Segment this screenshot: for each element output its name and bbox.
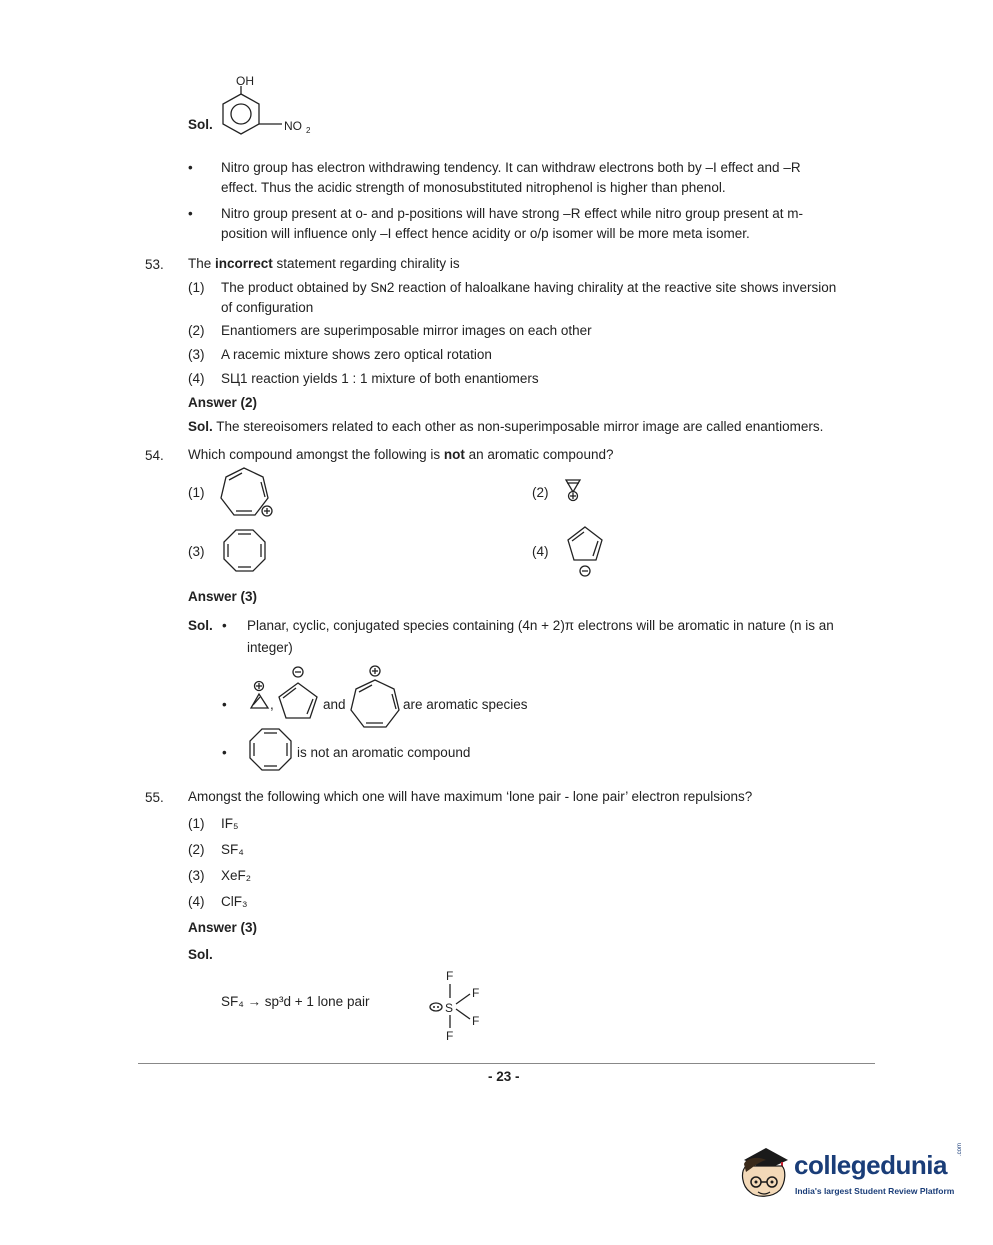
atom-label: F <box>446 1029 454 1043</box>
no2-subscript: 2 <box>306 126 311 135</box>
option-text: Enantiomers are superimposable mirror images on each other <box>221 323 592 338</box>
option-number: (4) <box>188 371 205 386</box>
option-number: (1) <box>188 816 205 831</box>
sol-bullet1-line2: effect. Thus the acidic strength of monosubstituted nitrophenol is higher than phenol. <box>221 180 726 195</box>
question-text: Amongst the following which one will have maximum ‘lone pair - lone pair’ electron repulsions? <box>188 789 753 804</box>
sol-label: Sol. <box>188 947 213 962</box>
not-aromatic-label: is not an aromatic compound <box>297 745 471 760</box>
comma: , <box>270 697 274 712</box>
solution: Sol. The stereoisomers related to each other as non-superimposable mirror image are called enantiomers. <box>188 419 824 434</box>
solution-text: Planar, cyclic, conjugated species containing (4n + 2)π electrons will be aromatic in nature (n is an <box>247 618 834 633</box>
footer-divider <box>138 1063 875 1064</box>
sol-bullet1-line1: Nitro group has electron withdrawing tendency. It can withdraw electrons both by –I effect and –R <box>221 160 801 175</box>
answer-label: Answer (3) <box>188 589 258 604</box>
option-text: The product obtained by Sɴ2 reaction of haloalkane having chirality at the reactive site shows inversion <box>221 280 837 295</box>
question-number: 53. <box>145 257 164 272</box>
option-text: of configuration <box>221 300 314 315</box>
option-number: (3) <box>188 544 205 559</box>
solution-text: integer) <box>247 640 293 655</box>
option-number: (2) <box>188 323 205 338</box>
atom-label: F <box>472 1014 480 1028</box>
option-number: (4) <box>188 894 205 909</box>
answer-label: Answer (2) <box>188 395 258 410</box>
answer-label: Answer (3) <box>188 920 258 935</box>
collegedunia-logo <box>736 1138 966 1210</box>
sol-bullet2-line2: position will influence only –I effect hence acidity or o/p isomer will be more meta isomer. <box>221 226 750 241</box>
sf4-hybridisation-text: SF₄ → sp³d + 1 lone pair <box>221 994 370 1009</box>
option-number: (3) <box>188 868 205 883</box>
bullet-dot: • <box>222 618 227 633</box>
atom-label: F <box>446 969 454 983</box>
question-number: 55. <box>145 790 164 805</box>
option-number: (1) <box>188 280 205 295</box>
option-text: A racemic mixture shows zero optical rotation <box>221 347 492 362</box>
option-number: (3) <box>188 347 205 362</box>
page-number: - 23 - <box>488 1069 520 1084</box>
question-text: Which compound amongst the following is not an aromatic compound? <box>188 447 614 462</box>
bullet-dot: • <box>222 745 227 760</box>
bullet-dot: • <box>222 697 227 712</box>
option-number: (2) <box>532 485 549 500</box>
aromatic-label: are aromatic species <box>403 697 528 712</box>
option-text: SF₄ <box>221 842 244 857</box>
option-text: IF₅ <box>221 816 239 831</box>
option-number: (4) <box>532 544 549 559</box>
and-label: and <box>323 697 346 712</box>
option-text: SЦ1 reaction yields 1 : 1 mixture of both enantiomers <box>221 371 539 386</box>
atom-label: S <box>445 1001 454 1015</box>
sol-bullet2-line1: Nitro group present at o- and p-positions will have strong –R effect while nitro group present at m- <box>221 206 804 221</box>
bullet-dot: • <box>188 160 193 175</box>
oh-label: OH <box>236 74 254 88</box>
question-number: 54. <box>145 448 164 463</box>
no2-label: NO <box>284 119 302 133</box>
bullet-dot: • <box>188 206 193 221</box>
sol-label: Sol. <box>188 618 213 633</box>
atom-label: F <box>472 986 480 1000</box>
option-text: ClF₃ <box>221 894 248 909</box>
brand-tagline: India's largest Student Review Platform <box>795 1186 955 1196</box>
option-text: XeF₂ <box>221 868 251 883</box>
sol-label: Sol. <box>188 117 213 132</box>
option-number: (1) <box>188 485 205 500</box>
brand-com: .com <box>957 1142 963 1156</box>
question-text: The incorrect statement regarding chirality is <box>188 256 460 271</box>
mascot-icon <box>736 1138 796 1206</box>
brand-name: collegedunia <box>794 1150 947 1180</box>
option-number: (2) <box>188 842 205 857</box>
